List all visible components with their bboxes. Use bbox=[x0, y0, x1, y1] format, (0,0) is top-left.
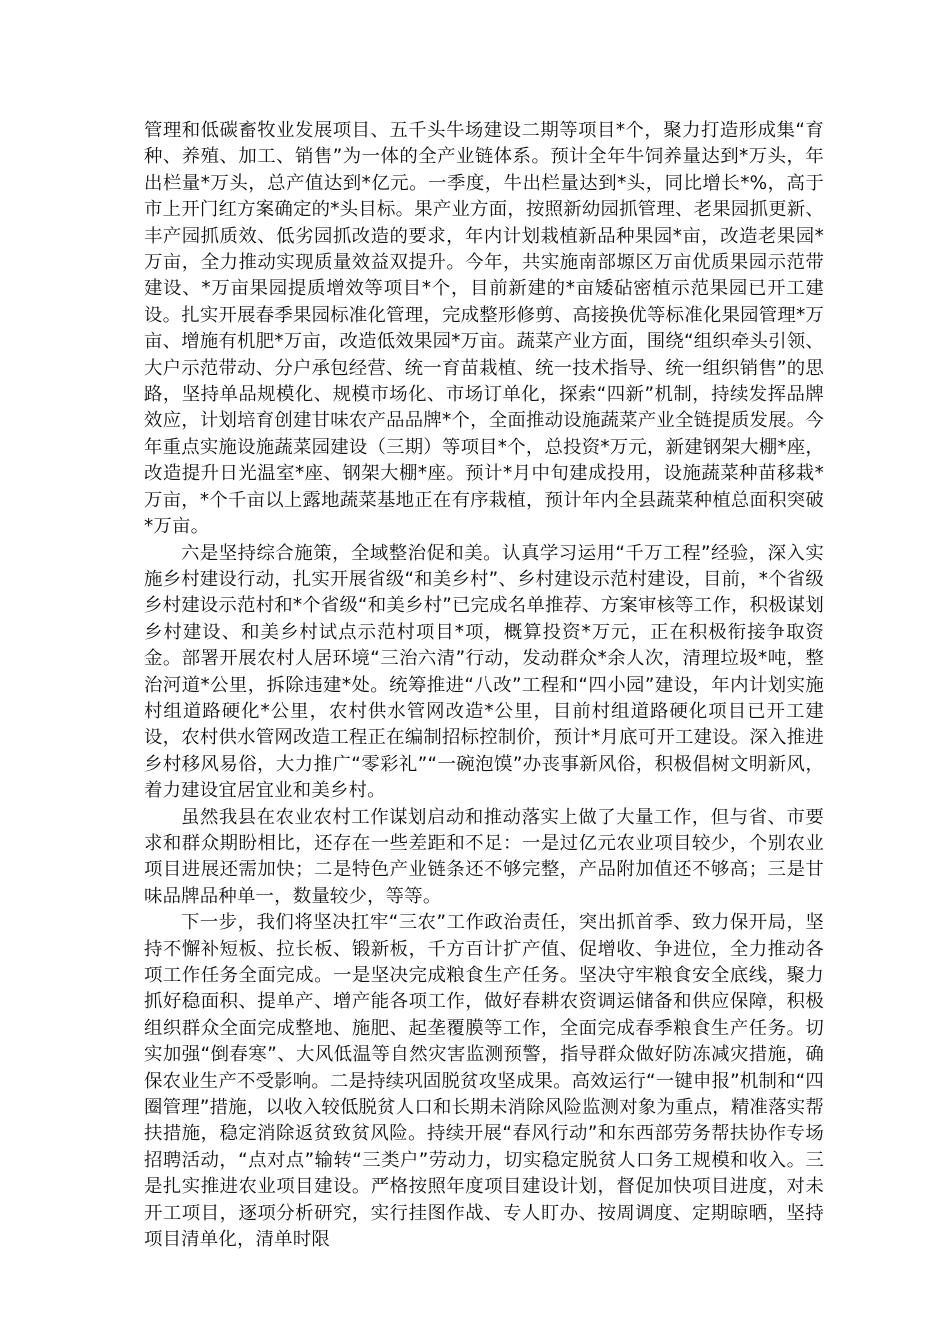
paragraph-shortcomings: 虽然我县在农业农村工作谋划启动和推动落实上做了大量工作，但与省、市要求和群众期盼相比，还存在一些差距和不足：一是过亿元农业项目较少，个别农业项目进展还需加快；二是特色产业链条还不够完整，产品附加值还不够高；三是甘味品牌品种单一，数量较少，等等。 bbox=[144, 806, 824, 907]
document-page bbox=[144, 118, 824, 1253]
paragraph-rural-construction: 六是坚持综合施策，全域整治促和美。认真学习运用“千万工程”经验，深入实施乡村建设行动，扎实开展省级“和美乡村”、乡村建设示范村建设，目前，*个省级乡村建设示范村和*个省级“和美乡村”已完成名单推荐、方案审核等工作，积极谋划乡村建设、和美乡村试点示范村项目*项，概算投资*万元，正在积极衔接争取资金。部署开展农村人居环境“三治六清”行动，发动群众*余人次，清理垃圾*吨，整治河道*公里，拆除违建*处。统筹推进“八改”工程和“四小园”建设，年内计划实施村组道路硬化*公里，农村供水管网改造*公里，目前村组道路硬化项目已开工建设，农村供水管网改造工程正在编制招标控制价，预计*月底可开工建设。深入推进乡村移风易俗，大力推广“零彩礼”“一碗泡馍”办丧事新风俗，积极倡树文明新风，着力建设宜居宜业和美乡村。 bbox=[144, 542, 824, 802]
paragraph-livestock-fruit-vegetable: 管理和低碳畜牧业发展项目、五千头牛场建设二期等项目*个，聚力打造形成集“育种、养殖、加工、销售”为一体的全产业链体系。预计全年牛饲养量达到*万头，年出栏量*万头，总产值达到*亿元。一季度，牛出栏量达到*头，同比增长*%，高于市上开门红方案确定的*头目标。果产业方面，按照新幼园抓管理、老果园抓更新、丰产园抓质效、低劣园抓改造的要求，年内计划栽植新品种果园*亩，改造老果园*万亩，全力推动实现质量效益双提升。今年，共实施南部塬区万亩优质果园示范带建设、*万亩果园提质增效等项目*个，目前新建的*亩矮砧密植示范果园已开工建设。扎实开展春季果园标准化管理，完成整形修剪、高接换优等标准化果园管理*万亩、增施有机肥*万亩，改造低效果园*万亩。蔬菜产业方面，围绕“组织牵头引领、大户示范带动、分户承包经营、统一育苗栽植、统一技术指导、统一组织销售”的思路，坚持单品规模化、规模市场化、市场订单化，探索“四新”机制，持续发挥品牌效应，计划培育创建甘味农产品品牌*个，全面推动设施蔬菜产业全链提质发展。今年重点实施设施蔬菜园建设（三期）等项目*个，总投资*万元，新建钢架大棚*座，改造提升日光温室*座、钢架大棚*座。预计*月中旬建成投用，设施蔬菜种苗移栽*万亩，*个千亩以上露地蔬菜基地正在有序栽植，预计年内全县蔬菜种植总面积突破*万亩。 bbox=[144, 120, 824, 538]
paragraph-next-steps: 下一步，我们将坚决扛牢“三农”工作政治责任，突出抓首季、致力保开局，坚持不懈补短板、拉长板、锻新板，千方百计扩产值、促增收、争进位，全力推动各项工作任务全面完成。一是坚决完成粮食生产任务。坚决守牢粮食安全底线，聚力抓好稳面积、提单产、增产能各项工作，做好春耕农资调运储备和供应保障，积极组织群众全面完成整地、施肥、起垄覆膜等工作，全面完成春季粮食生产任务。切实加强“倒春寒”、大风低温等自然灾害监测预警，指导群众做好防冻减灾措施，确保农业生产不受影响。二是持续巩固脱贫攻坚成果。高效运行“一键申报”机制和“四圈管理”措施，以收入较低脱贫人口和长期未消除风险监测对象为重点，精准落实帮扶措施，稳定消除返贫致贫风险。持续开展“春风行动”和东西部劳务帮扶协作专场招聘活动，“点对点”输转“三类户”劳动力，切实稳定脱贫人口务工规模和收入。三是扎实推进农业项目建设。严格按照年度项目建设计划，督促加快项目进度，对未开工项目，逐项分析研究，实行挂图作战、专人盯办、按周调度、定期晾晒，坚持项目清单化，清单时限 bbox=[144, 912, 824, 1251]
